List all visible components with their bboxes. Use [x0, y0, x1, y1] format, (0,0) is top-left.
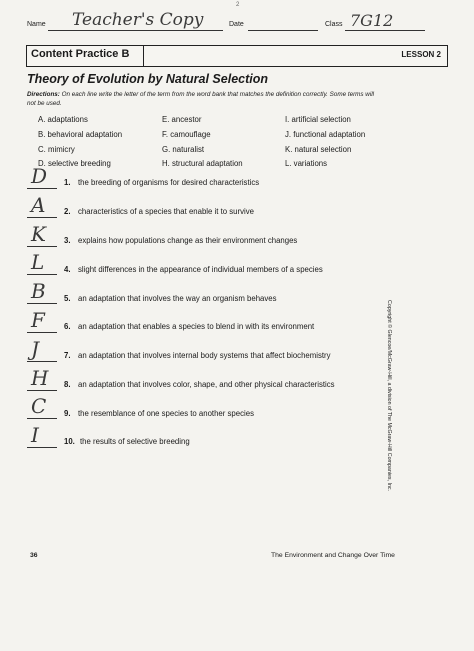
word-bank-term: E. ancestor: [162, 115, 202, 124]
answer-blank: [27, 423, 57, 453]
word-bank-term: C. mimicry: [38, 145, 75, 154]
lesson-label: LESSON 2: [401, 50, 441, 59]
date-label: Date: [229, 21, 244, 28]
question-text: an adaptation that involves color, shape, and other physical characteristics: [78, 380, 335, 389]
handwritten-answer: H: [31, 366, 49, 390]
date-line: [248, 30, 318, 31]
word-bank-term: L. variations: [285, 159, 328, 168]
answer-blank: [27, 308, 57, 338]
question-number: 7.: [64, 351, 71, 360]
handwritten-answer: I: [31, 423, 39, 447]
handwritten-answer: F: [31, 308, 45, 332]
name-label: Name: [27, 21, 46, 28]
word-bank-term: A. adaptations: [38, 115, 88, 124]
question-text: an adaptation that involves the way an organism behaves: [78, 294, 277, 303]
question-text: characteristics of a species that enable it to survive: [78, 207, 254, 216]
question-number: 8.: [64, 380, 71, 389]
question-text: an adaptation that involves internal body systems that affect biochemistry: [78, 351, 331, 360]
question-number: 9.: [64, 409, 71, 418]
question-number: 2.: [64, 207, 71, 216]
directions-text: On each line write the letter of the term from the word bank that matches the definition correctly. Some terms will not be used.: [27, 91, 375, 107]
answer-blank: [27, 394, 57, 424]
answer-blank: [27, 193, 57, 223]
unit-title: The Environment and Change Over Time: [271, 552, 395, 559]
word-bank-term: K. natural selection: [285, 145, 352, 154]
question-text: the breeding of organisms for desired characteristics: [78, 178, 260, 187]
word-bank-term: J. functional adaptation: [285, 130, 366, 139]
word-bank-term: H. structural adaptation: [162, 159, 243, 168]
banner-title: Content Practice B: [31, 48, 130, 60]
question-text: the resemblance of one species to another species: [78, 409, 254, 418]
question-number: 6.: [64, 322, 71, 331]
content-banner: [26, 45, 448, 67]
worksheet-title: Theory of Evolution by Natural Selection: [27, 72, 269, 86]
question-number: 1.: [64, 178, 71, 187]
handwritten-answer: K: [31, 222, 46, 246]
page-mark: 2: [236, 2, 240, 8]
answer-blank: [27, 164, 57, 194]
question-text: the results of selective breeding: [80, 437, 190, 446]
question-text: explains how populations change as their environment changes: [78, 236, 298, 245]
class-handwritten: 7G12: [350, 11, 394, 30]
copyright-notice: Copyright © Glencoe/McGraw-Hill, a division of The McGraw-Hill Companies, Inc.: [386, 300, 392, 492]
name-handwritten: Teacher's Copy: [72, 10, 204, 30]
answer-blank: [27, 337, 57, 367]
page-number: 36: [30, 552, 38, 559]
directions: [27, 91, 377, 108]
question-text: slight differences in the appearance of individual members of a species: [78, 265, 323, 274]
answer-blank: [27, 279, 57, 309]
question-number: 3.: [64, 236, 71, 245]
handwritten-answer: D: [31, 164, 48, 188]
word-bank-term: G. naturalist: [162, 145, 205, 154]
class-label: Class: [325, 21, 343, 28]
answer-blank: [27, 222, 57, 252]
handwritten-answer: J: [31, 337, 40, 361]
directions-label: Directions:: [27, 91, 60, 98]
word-bank-term: F. camouflage: [162, 130, 211, 139]
banner-divider: [143, 46, 144, 66]
handwritten-answer: B: [31, 279, 46, 303]
answer-blank: [27, 366, 57, 396]
handwritten-answer: A: [31, 193, 46, 217]
question-number: 4.: [64, 265, 71, 274]
question-text: an adaptation that enables a species to blend in with its environment: [78, 322, 315, 331]
answer-blank: [27, 250, 57, 280]
handwritten-answer: L: [31, 250, 45, 274]
question-number: 5.: [64, 294, 71, 303]
word-bank-term: D. selective breeding: [38, 159, 111, 168]
name-line: [48, 30, 223, 31]
question-number: 10.: [64, 437, 75, 446]
word-bank-term: I. artificial selection: [285, 115, 351, 124]
class-line: [345, 30, 425, 31]
handwritten-answer: C: [31, 394, 47, 418]
word-bank-term: B. behavioral adaptation: [38, 130, 123, 139]
